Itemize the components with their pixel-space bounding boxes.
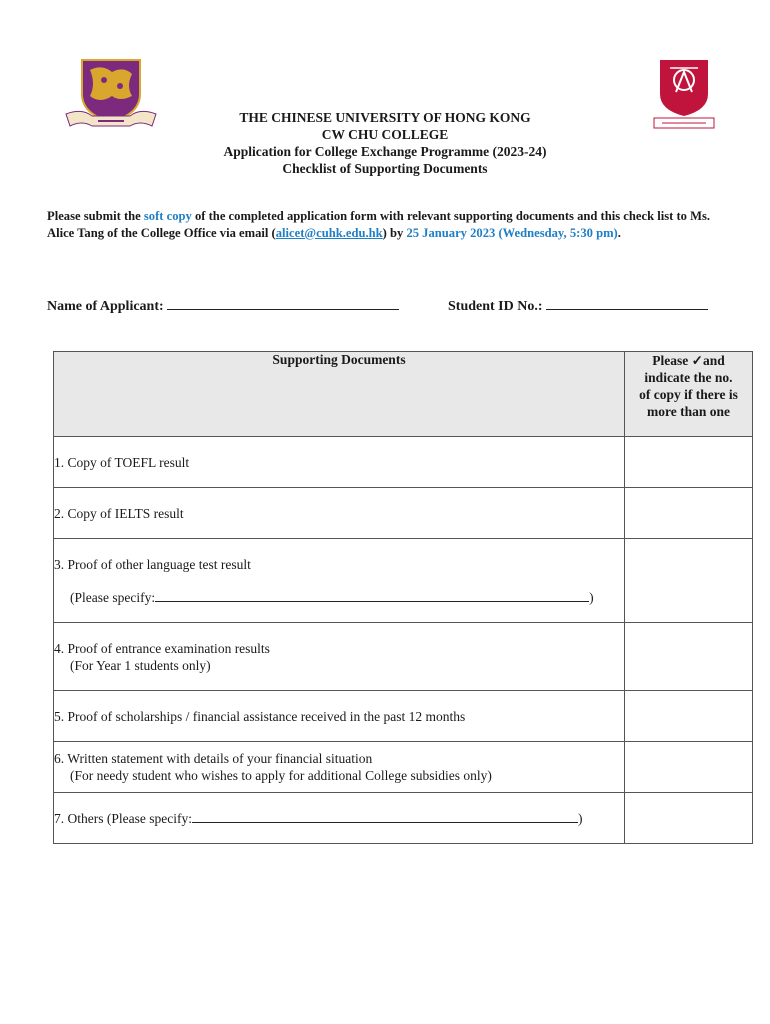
supporting-documents-table (53, 351, 753, 844)
instructions-text: of the completed application form with relevant supporting documents and this check list to Ms. Alice Tang of the College Office via email ( (47, 209, 711, 240)
check-header-text: of copy if there is (639, 387, 738, 402)
instructions-text: ) by (382, 225, 407, 240)
student-id-field (448, 297, 708, 315)
check-cell[interactable] (625, 437, 753, 488)
document-item-other-language (54, 539, 625, 623)
check-cell[interactable] (625, 691, 753, 742)
check-cell[interactable] (625, 623, 753, 691)
checkmark-icon: ✓ (691, 353, 703, 368)
check-cell[interactable] (625, 488, 753, 539)
table-row (54, 437, 753, 488)
application-title: Application for College Exchange Programme (2023-24) (223, 144, 547, 159)
specify-close: ) (577, 810, 583, 826)
specify-blank[interactable] (192, 810, 578, 823)
applicant-name-blank[interactable] (167, 297, 399, 310)
check-column-header (625, 352, 753, 437)
cw-chu-college-crest-icon (650, 56, 718, 132)
document-item-text: 3. Proof of other language test result (54, 556, 251, 572)
check-header-text: Please (652, 353, 689, 368)
cuhk-crest-icon (62, 56, 160, 130)
check-header-text: more than one (647, 404, 730, 419)
document-item-others (54, 793, 625, 844)
instructions-text: Please submit the (47, 209, 144, 223)
applicant-name-field (47, 297, 399, 315)
document-item-financial-statement (54, 742, 625, 793)
check-cell[interactable] (625, 539, 753, 623)
student-id-label: Student ID No.: (448, 299, 543, 314)
table-row (54, 488, 753, 539)
document-item-ielts: 2. Copy of IELTS result (54, 488, 625, 539)
check-cell[interactable] (625, 793, 753, 844)
table-header-row (54, 352, 753, 437)
document-header (150, 109, 620, 177)
check-cell[interactable] (625, 742, 753, 793)
document-item-text: 6. Written statement with details of your financial situation (54, 751, 373, 766)
table-row (54, 539, 753, 623)
university-name: THE CHINESE UNIVERSITY OF HONG KONG (239, 110, 531, 125)
document-item-text: 7. Others (Please specify: (54, 810, 192, 826)
table-row (54, 691, 753, 742)
table-row (54, 623, 753, 691)
table-row (54, 793, 753, 844)
document-item-entrance-exam (54, 623, 625, 691)
specify-label: (Please specify: (70, 589, 156, 605)
instructions-text: . (617, 225, 621, 240)
document-item-text: 4. Proof of entrance examination results (54, 640, 270, 656)
supporting-documents-header: Supporting Documents (54, 352, 625, 437)
document-item-toefl: 1. Copy of TOEFL result (54, 437, 625, 488)
table-row (54, 742, 753, 793)
check-header-text: and (702, 353, 725, 368)
deadline-highlight: 25 January 2023 (Wednesday, 5:30 pm) (406, 225, 618, 240)
email-link[interactable]: alicet@cuhk.edu.hk (275, 225, 383, 240)
college-name: CW CHU COLLEGE (321, 127, 449, 142)
checklist-title: Checklist of Supporting Documents (282, 161, 488, 176)
document-item-note: (For needy student who wishes to apply for additional College subsidies only) (70, 768, 492, 783)
applicant-name-label: Name of Applicant: (47, 299, 164, 314)
specify-blank[interactable] (155, 589, 589, 602)
document-item-note: (For Year 1 students only) (70, 657, 211, 673)
submission-instructions (47, 208, 737, 241)
soft-copy-highlight: soft copy (143, 209, 192, 223)
specify-close: ) (589, 589, 594, 605)
student-id-blank[interactable] (546, 297, 708, 310)
document-item-scholarships: 5. Proof of scholarships / financial assistance received in the past 12 months (54, 691, 625, 742)
check-header-text: indicate the no. (644, 370, 733, 385)
